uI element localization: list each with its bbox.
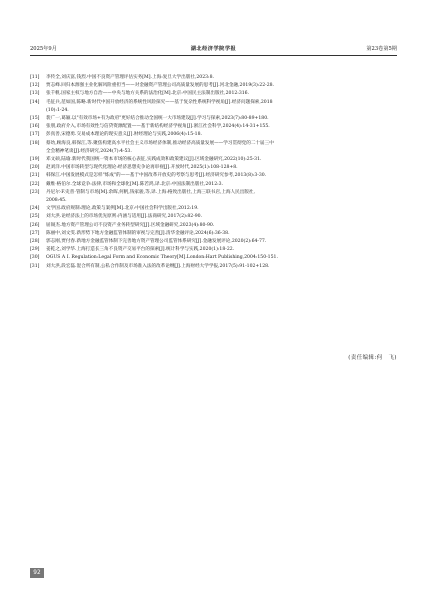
header-journal-title: 湖北经济学院学报 (190, 46, 237, 52)
reference-item (30, 254, 397, 262)
reference-item (30, 140, 397, 156)
reference-item (30, 164, 397, 172)
reference-item (30, 172, 397, 180)
reference-number: [14] (30, 99, 40, 105)
reference-number: [25] (30, 214, 40, 220)
reference-number: [18] (30, 140, 40, 146)
reference-text: 戴维·格伯尔.全球竞争:法律,市场和全球化[M].陈若鸿,译.北京:中国法制出版社,2012:3. (46, 181, 224, 187)
editor-note: (责任编辑:何 飞) (348, 355, 397, 361)
reference-item (30, 82, 397, 90)
reference-item (30, 222, 397, 230)
reference-number: [21] (30, 173, 40, 179)
reference-item (30, 189, 397, 205)
reference-number: [20] (30, 165, 40, 171)
reference-number: [27] (30, 230, 40, 236)
reference-number: [24] (30, 206, 40, 212)
reference-number: [13] (30, 91, 40, 97)
reference-text: 毛征兵,范如国,陈略.新时代中国开放经济的系统性风险探究——基于复杂性系统科学视角[J].经济问题探索,2018 (46, 99, 273, 105)
reference-text: 陈丽中,刘文雯.新形势下地方金融监管体制的审视与完善[J].清华金融评论,2024(6):36-38. (46, 230, 230, 236)
reference-text: 贾志峰.回归本源强主业化解风险重担当——对金融资产管理公司高质量发展的思考[J].河北金融,2019(3):22-28. (46, 83, 275, 89)
reference-text: 姜乾之,刘学华.上海打造长三角不良资产交易平台的探索[J].统计科学与实践,2020(1):18-22. (46, 247, 235, 253)
reference-text: 韩保江.中国发展模式是怎样"炼成"的——基于中国改革开放史的考察与思考[J].经济研究参考,2013(8):3-30. (46, 173, 267, 179)
reference-text: 文学国.政府规制:理论,政策与案例[M].北京:中国社会科学出版社,2012:19. (46, 206, 199, 212)
reference-text: 邓文硕,陆瑜.新时代我国统一资本市场的核心表征,实践成效和政策建议[J].区域金融研究,2022(10):25-31. (46, 157, 262, 163)
reference-number: [15] (30, 116, 40, 122)
reference-number: [31] (30, 263, 40, 269)
reference-item (30, 123, 397, 131)
reference-item (30, 181, 397, 189)
reference-number: [29] (30, 247, 40, 253)
reference-number: [22] (30, 181, 40, 187)
reference-text: 屈锡杰.地方资产管理公司不良资产业务转型研究[J].区域金融研究,2023(4):80-90. (46, 222, 215, 228)
reference-item (30, 156, 397, 164)
reference-text: 李传全,刘庆富,钱烈.中国不良资产管理评估实务[M].上海:复旦大学出版社,2023:8. (46, 75, 214, 80)
reference-item (30, 238, 397, 246)
reference-number: [12] (30, 83, 40, 89)
reference-item (30, 131, 397, 139)
reference-list (30, 74, 397, 271)
reference-text: 丹尼尔·F.史普·管制与市场[M].余晖,何帆,钱家骏,等,译.上海:格致出版社,上海三联书店,上海人民出版社, (46, 189, 255, 195)
header-volume: 第23卷第5期 (366, 46, 397, 52)
reference-text: 蔡幼,顾海良,韩保江,等.聚焦构建高水平社会主义市场经济体制,推动经济高质量发展——学习贯彻党的二十届三中 (46, 140, 274, 146)
reference-item (30, 115, 397, 123)
reference-item (30, 213, 397, 221)
page-number: 92 (30, 568, 44, 578)
reference-text: 赵刘洋.中国市场转型与现代化理论:经济思想史争论再审视[J].开放时代,2025(1):108-128+8. (46, 165, 238, 171)
reference-text: 全会精神笔谈[J].经济研究,2024(7):4-53. (46, 148, 132, 154)
reference-text: 张朋,政府介入,市场有效性与信贷资源配置——基于新结构经济学视角[J].浙江社会科学,2024(4):14-31+155. (46, 124, 270, 130)
reference-item (30, 90, 397, 98)
reference-number: [30] (30, 255, 40, 261)
reference-text: 刘大洪,段宏磊.混合所有制,公私合作制及市场准入法的改革论纲[J].上海财经大学学报,2017(5):91-102+128. (46, 263, 270, 269)
reference-text: (10):1-24. (46, 107, 69, 113)
reference-item (30, 230, 397, 238)
reference-text: 郭志刚,贾付春.新地方金融监管体制下完善地方资产管理公司监管体系研究[J].金融发展评论,2020(2):64-77. (46, 239, 267, 245)
reference-item (30, 246, 397, 254)
reference-text: OGUS A I. Regulation:Legal Form and Economic Theory[M].London:Hart Publishing,2004:150-151. (46, 255, 278, 261)
reference-number: [28] (30, 239, 40, 245)
reference-text: 2008:45. (46, 198, 67, 204)
reference-item (30, 263, 397, 271)
reference-number: [23] (30, 189, 40, 195)
reference-text: 张千帆.国家主权与地方自治——中央与地方关系的法治化[M].北京:中国民主法制出版社,2012:316. (46, 91, 250, 97)
reference-item (30, 205, 397, 213)
reference-text: 裴广一,葛颖.以"有效市场+有为政府"更好结合推动全国统一大市场建设[J].学习与探索,2023(7):80-89+180. (46, 116, 269, 122)
header-date: 2025年9月 (30, 46, 57, 52)
reference-text: 刘大洪.论经济法上的市场优先原则:内涵与适用[J].法商研究,2017(2):82-90. (46, 214, 203, 220)
reference-number: [19] (30, 157, 40, 163)
reference-item (30, 74, 397, 82)
reference-number: [26] (30, 222, 40, 228)
reference-item (30, 99, 397, 115)
reference-number: [16] (30, 124, 40, 130)
running-header (30, 43, 397, 56)
reference-number: [17] (30, 132, 40, 138)
reference-text: 彭真善,宋德勇.交易成本理论的现实意义[J].财经理论与实践,2006(4):15-18. (46, 132, 202, 138)
reference-number: [11] (30, 75, 40, 80)
